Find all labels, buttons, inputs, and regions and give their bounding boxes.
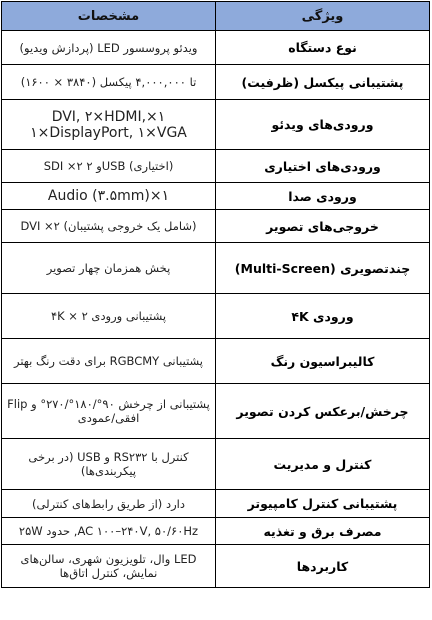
table-row	[2, 294, 430, 339]
spec-cell: تا ۴,۰۰۰,۰۰۰ پیکسل (۳۸۴۰ × ۱۶۰۰)	[2, 65, 216, 100]
feature-cell: مصرف برق و تغذیه	[216, 518, 430, 545]
spec-cell: پشتیبانی از چرخش ۹۰°/۱۸۰°/۲۷۰° و Flip افقی/عمودی	[2, 384, 216, 439]
feature-cell: کنترل و مدیریت	[216, 439, 430, 490]
feature-cell: ورودی‌های ویدئو	[216, 100, 430, 150]
spec-cell: ۱×DVI, ۲×HDMI, ۱×DisplayPort, ۱×VGA	[2, 100, 216, 150]
spec-cell: پخش همزمان چهار تصویر	[2, 243, 216, 294]
spec-cell: (شامل یک خروجی پشتیبان) DVI ×۲	[2, 210, 216, 243]
header-spec: مشخصات	[2, 2, 216, 31]
feature-cell: ورودی ۴K	[216, 294, 430, 339]
table-row	[2, 339, 430, 384]
feature-cell: چرخش/برعکس کردن تصویر	[216, 384, 430, 439]
table-row	[2, 65, 430, 100]
spec-cell: LED وال، تلویزیون شهری، سالن‌های نمایش، کنترل اتاق‌ها	[2, 545, 216, 588]
header-feature: ویژگی	[216, 2, 430, 31]
spec-cell: ویدئو پروسسور LED (پردازش ویدیو)	[2, 31, 216, 65]
spec-cell: دارد (از طریق رابط‌های کنترلی)	[2, 490, 216, 518]
table-row	[2, 439, 430, 490]
feature-cell: کالیبراسیون رنگ	[216, 339, 430, 384]
feature-cell: کاربردها	[216, 545, 430, 588]
table-row	[2, 243, 430, 294]
feature-cell: خروجی‌های تصویر	[216, 210, 430, 243]
spec-cell: AC ۱۰۰–۲۴۰V, ۵۰/۶۰Hz, حدود ۲۵W	[2, 518, 216, 545]
feature-cell: پشتیبانی پیکسل (ظرفیت)	[216, 65, 430, 100]
table-row	[2, 545, 430, 588]
feature-cell: چندتصویری (Multi-Screen)	[216, 243, 430, 294]
feature-cell: ورودی‌های اختیاری	[216, 150, 430, 183]
specifications-table	[1, 1, 430, 588]
spec-cell: پشتیبانی ورودی ۴K × ۲	[2, 294, 216, 339]
spec-cell: کنترل با RS۲۳۲ و USB (در برخی پیکربندی‌ها)	[2, 439, 216, 490]
spec-cell: (اختیاری) USBو ۲ SDI ×۲	[2, 150, 216, 183]
table-header-row	[2, 2, 430, 31]
table-row	[2, 183, 430, 210]
table-row	[2, 31, 430, 65]
feature-cell: ورودی صدا	[216, 183, 430, 210]
spec-cell: ۱×Audio (۳.۵mm)	[2, 183, 216, 210]
table-row	[2, 518, 430, 545]
table-row	[2, 100, 430, 150]
feature-cell: پشتیبانی کنترل کامپیوتر	[216, 490, 430, 518]
spec-cell: پشتیبانی RGBCMY برای دقت رنگ بهتر	[2, 339, 216, 384]
table-row	[2, 384, 430, 439]
table-row	[2, 210, 430, 243]
table-row	[2, 150, 430, 183]
feature-cell: نوع دستگاه	[216, 31, 430, 65]
table-row	[2, 490, 430, 518]
